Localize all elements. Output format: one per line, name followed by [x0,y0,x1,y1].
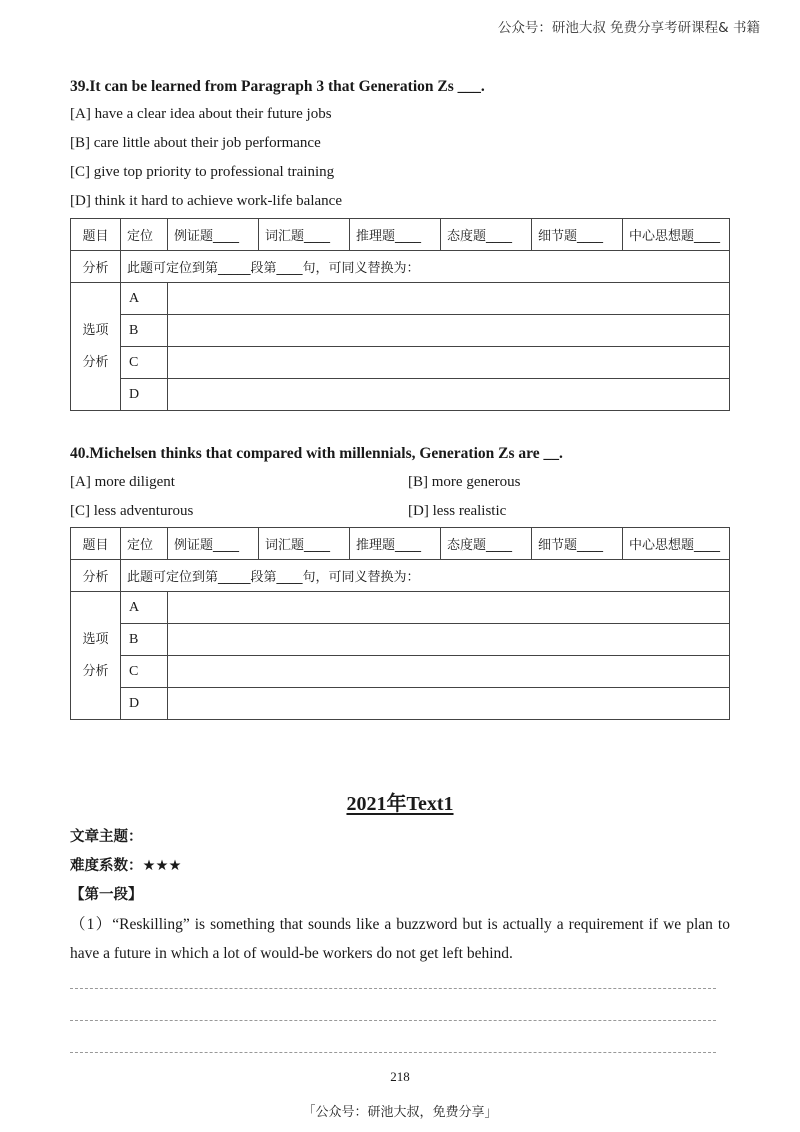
option-letter-d: D [121,379,168,411]
type-locate: 定位 [121,528,168,560]
article-theme-label: 文章主题： [70,829,143,845]
type-vocabulary: 词汇题____ [259,528,350,560]
option-letter-b: B [121,624,168,656]
type-main-idea: 中心思想题____ [623,219,730,251]
locate-instruction: 此题可定位到第_____段第____句，可同义替换为： [121,251,730,283]
answer-line-1[interactable] [70,988,716,989]
paragraph-label: 【第一段】 [70,887,143,903]
label-analysis-2: 分析 [82,663,109,679]
type-attitude: 态度题____ [441,219,532,251]
type-example: 例证题____ [168,219,259,251]
question-40-option-c: [C] less adventurous [70,503,194,519]
option-a-answer-cell[interactable] [168,592,730,624]
question-39-option-c: [C] give top priority to professional training [70,164,335,180]
label-option-analysis [71,283,121,411]
option-d-answer-cell[interactable] [168,688,730,720]
question-39-analysis-table [70,218,730,411]
label-question: 题目 [71,219,121,251]
option-letter-d: D [121,688,168,720]
type-inference: 推理题____ [350,528,441,560]
question-39-option-d: [D] think it hard to achieve work-life balance [70,193,342,209]
difficulty-label: 难度系数：★★★ [70,858,182,874]
question-40-title: 40.Michelsen thinks that compared with millennials, Generation Zs are __. [70,445,563,462]
page-number: 218 [390,1069,410,1084]
question-40-option-b: [B] more generous [408,474,521,490]
option-letter-c: C [121,656,168,688]
option-letter-a: A [121,592,168,624]
option-letter-b: B [121,315,168,347]
type-attitude: 态度题____ [441,528,532,560]
option-a-answer-cell[interactable] [168,283,730,315]
option-b-answer-cell[interactable] [168,624,730,656]
label-question: 题目 [71,528,121,560]
option-c-answer-cell[interactable] [168,347,730,379]
label-option-analysis [71,592,121,720]
label-analysis: 分析 [71,251,121,283]
question-40-option-a: [A] more diligent [70,474,175,490]
answer-line-3[interactable] [70,1052,716,1053]
question-40-analysis-table [70,527,730,720]
type-inference: 推理题____ [350,219,441,251]
footer-watermark: 「公众号：研池大叔，免费分享」 [302,1105,498,1120]
type-detail: 细节题____ [532,528,623,560]
section-title [0,787,800,816]
question-40-option-d: [D] less realistic [408,503,507,519]
option-letter-c: C [121,347,168,379]
option-c-answer-cell[interactable] [168,656,730,688]
label-option: 选项 [82,631,109,647]
header-watermark: 公众号：研池大叔 免费分享考研课程& 书籍 [497,20,760,36]
label-analysis: 分析 [71,560,121,592]
type-detail: 细节题____ [532,219,623,251]
option-d-answer-cell[interactable] [168,379,730,411]
section-title-text: 2021年Text1 [346,793,454,815]
question-39-option-a: [A] have a clear idea about their future jobs [70,106,332,122]
type-locate: 定位 [121,219,168,251]
paragraph-sentence-1: （1）“Reskilling” is something that sounds like a buzzword but is actually a requirement if we plan to have a future in which a lot of would-be workers do not get left behind. [70,916,730,962]
type-vocabulary: 词汇题____ [259,219,350,251]
question-39-option-b: [B] care little about their job performance [70,135,321,151]
option-b-answer-cell[interactable] [168,315,730,347]
type-example: 例证题____ [168,528,259,560]
question-39-title: 39.It can be learned from Paragraph 3 that Generation Zs ___. [70,78,485,95]
answer-line-2[interactable] [70,1020,716,1021]
option-letter-a: A [121,283,168,315]
label-analysis-2: 分析 [82,354,109,370]
label-option: 选项 [82,322,109,338]
locate-instruction: 此题可定位到第_____段第____句，可同义替换为： [121,560,730,592]
type-main-idea: 中心思想题____ [623,528,730,560]
